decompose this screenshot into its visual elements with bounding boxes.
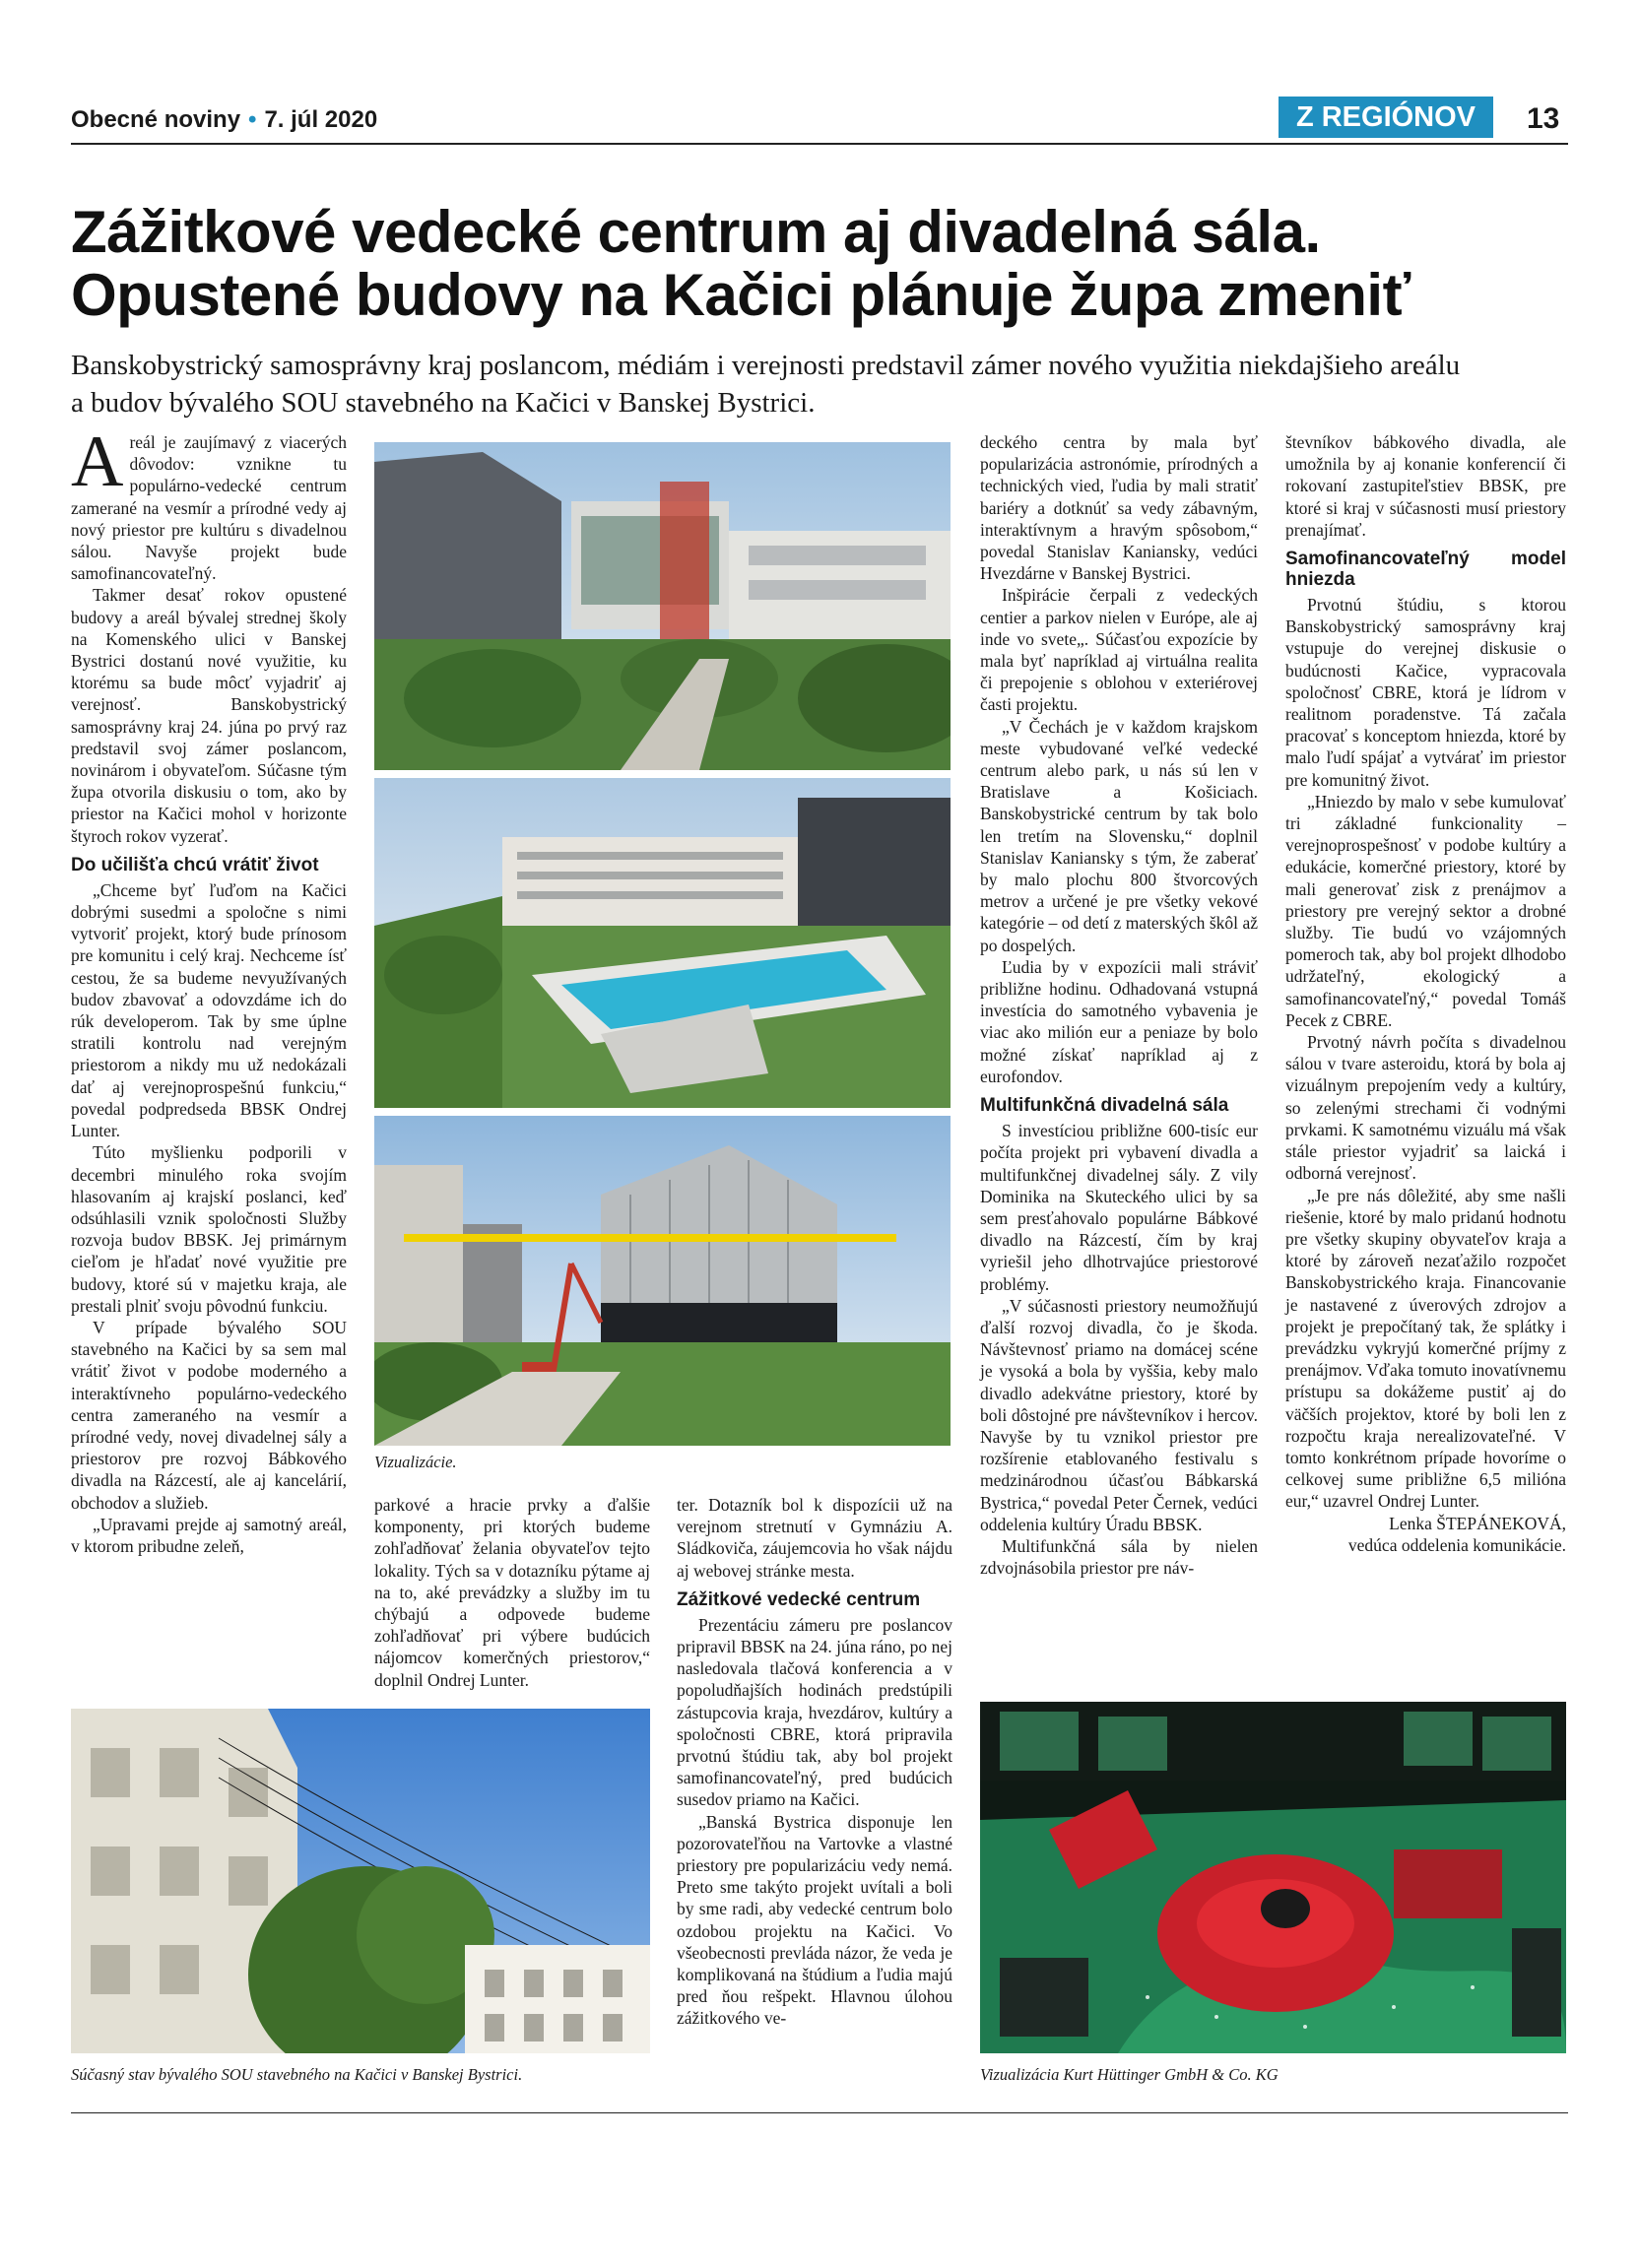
- paragraph: S investíciou približne 600-tisíc eur počíta projekt pri vybavení divadla a multifunkčnej divadelnej sály. Z vily Dominika na Skuteckého ulici by sa sem presťahovalo populárne Bábkové divadlo na Rázcestí, čím by kraj vyriešil jeho dlhotrvajúce priestorové problémy.: [980, 1121, 1258, 1294]
- lead-paragraph: [71, 347, 1568, 421]
- paragraph: števníkov bábkového divadla, ale umožnila by aj konanie konferencií či rokovaní zastupiteľstiev BBSK, pre ktoré si kraj v súčasnosti musí priestory prenajímať.: [1285, 432, 1566, 540]
- interior-visualization-photo: [980, 1702, 1566, 2053]
- publication-name: Obecné noviny: [71, 106, 241, 133]
- subheading: Samofinancovateľný model hniezda: [1285, 549, 1566, 591]
- current-state-caption: Súčasný stav bývalého SOU stavebného na Kačici v Banskej Bystrici.: [71, 2065, 523, 2084]
- subheading: Multifunkčná divadelná sála: [980, 1095, 1229, 1117]
- signature-name: Lenka ŠTEPÁNEKOVÁ,: [1389, 1513, 1566, 1533]
- paragraph: deckého centra by mala byť popularizácia astronómie, prírodných a technických vied, ľudia by mali stratiť bariéry a dotknúť sa vedy zábavným, interaktívnym a hravým spôsobom,“ povedal Stanislav Kaniansky, vedúci Hvezdárne v Banskej Bystrici.: [980, 432, 1258, 584]
- headline-line-1: Zážitkové vedecké centrum aj divadelná sála.: [71, 199, 1321, 265]
- column-1: [71, 421, 347, 1557]
- paragraph: Prvotnú štúdiu, s ktorou Banskobystrický samosprávny kraj vstupuje do verejnej diskusie o budúcnosti Kačice, vypracovala spoločnosť CBRE, ktorá je lídrom v realitnom poradenstve. Tá začala pracovať s konceptom hniezda, ktoré by malo ľudí spájať a vytvárať im priestor pre komunitný život.: [1285, 595, 1566, 790]
- paragraph: „Hniezdo by malo v sebe kumulovať tri základné funkcionality – verejnoprospešnosť v podobe kultúry a edukácie, komerčné priestory, ktoré by mali generovať zisk z prenájmov a priestory pre verejný sektor a drobné služby. Tie budú vo vzájomných pomeroch tak, aby bol projekt dlhodobo udržateľný, ekologický a samofinancovateľný,“ povedal Tomáš Pecek z CBRE.: [1285, 791, 1566, 1030]
- paragraph: Inšpirácie čerpali z vedeckých centier a parkov nielen v Európe, ale aj inde vo svete„. Súčasťou expozície by mala byť napríklad aj virtuálna realita či prepojenie s oblohou v exteriérovej časti projektu.: [980, 585, 1258, 715]
- page-number: 13: [1527, 102, 1560, 135]
- visualizations-caption: Vizualizácie.: [374, 1453, 457, 1471]
- column-3: [677, 1494, 952, 2030]
- footer-rule: [71, 2112, 1568, 2113]
- section-tag: Z REGIÓNOV: [1279, 97, 1493, 138]
- paragraph: „V Čechách je v každom krajskom meste vybudované veľké vedecké centrum alebo park, u nás sú len v Bratislave a Košiciach. Banskobystrické centrum by tak bolo len tretím na Slovensku,“ doplnil Stanislav Kaniansky s tým, že zaberať by malo plochu 800 štvorcových metrov a určené je pre všetky vekové kategórie – od detí z materských škôl až po dospelých.: [980, 716, 1258, 955]
- lead-line-1: Banskobystrický samosprávny kraj poslancom, médiám i verejnosti predstavil zámer nového využitia niekdajšieho areálu: [71, 350, 1461, 381]
- separator-dot: •: [248, 106, 257, 133]
- lead-line-2: a budov bývalého SOU stavebného na Kačici v Banskej Bystrici.: [71, 387, 816, 419]
- headline-line-2: Opustené budovy na Kačici plánuje župa zmeniť: [71, 262, 1410, 328]
- interior-caption: Vizualizácia Kurt Hüttinger GmbH & Co. KG: [980, 2065, 1279, 2084]
- visualization-image-3: [374, 1116, 951, 1446]
- headline: [71, 201, 1568, 327]
- subheading: Do učilišťa chcú vrátiť život: [71, 854, 319, 875]
- paragraph: [71, 421, 347, 584]
- paragraph: „Banská Bystrica disponuje len pozorovateľňou na Vartovke a vlastné priestory pre popularizáciu vedy nemá. Preto sme takýto projekt uvítali a boli by sme radi, aby vedecké centrum bolo ozdobou projektu na Kačici. Vo všeobecnosti prevláda názor, že veda je komplikovaná na štúdium a ľudia majú pred ňou rešpekt. Hlavnou úlohou zážitkového ve-: [677, 1811, 952, 2029]
- drop-cap: A: [71, 421, 124, 502]
- paragraph: Ľudia by v expozícii mali stráviť približne hodinu. Odhadovaná vstupná investícia do samotného vybavenia je viac ako milión eur a peniaze by bolo možné získať napríklad aj z eurofondov.: [980, 956, 1258, 1086]
- paragraph: Takmer desať rokov opustené budovy a areál bývalej strednej školy na Komenského ulici v Banskej Bystrici dostanú nové využitie, ku ktorému sa bude môcť vyjadriť aj verejnosť. Banskobystrický samosprávny kraj 24. júna po prvý raz predstavil svoj zámer poslancom, novinárom i obyvateľom. Súčasne tým župa otvorila diskusiu o tom, ako by priestor na Kačici mohol v horizonte štyroch rokov vyzerať.: [71, 585, 347, 846]
- paragraph: V prípade bývalého SOU stavebného na Kačici by sa sem mal vrátiť život v podobe moderného a interaktívneho populárno-vedeckého centra zameraného na vesmír a prírodné vedy, novej divadelnej sály a priestorov pre rozvoj Bábkového divadla na Rázcestí, ale aj kancelárií, obchodov a služieb.: [71, 1317, 347, 1513]
- current-state-photo: [71, 1709, 650, 2053]
- paragraph: parkové a hracie prvky a ďalšie komponenty, pri ktorých budeme zohľadňovať želania obyvateľov tejto lokality. Tých sa v dotazníku pýtame aj na to, aké prevádzky a služby im tu chýbajú a odpovede budeme zohľadňovať pri výbere budúcich nájomcov komerčných priestorov,“ doplnil Ondrej Lunter.: [374, 1495, 650, 1690]
- header-rule: [71, 143, 1568, 145]
- paragraph: „Je pre nás dôležité, aby sme našli riešenie, ktoré by malo pridanú hodnotu pre všetky skupiny obyvateľov kraja a ktoré by zároveň nezaťažilo rozpočet Banskobystrického kraja. Financovanie je nastavené z úverových zdrojov a projekt je prepočítaný tak, že splátky i prevádzku vykryjú komerčné príjmy z prenájmov. Vďaka tomuto inovatívnemu prístupu sa dokážeme pustiť aj do väčších projektov, ktoré by boli len z rozpočtu kraja nerealizovateľné. V tomto konkrétnom prípade hovoríme o celkovej sume približne 6,5 milióna eur,“ uzavrel Ondrej Lunter.: [1285, 1185, 1566, 1512]
- paragraph: Prezentáciu zámeru pre poslancov pripravil BBSK na 24. júna ráno, po nej nasledovala tlačová konferencia a v popoludňajších hodinách predstúpili zástupcovia kraja, hvezdárov, kultúry a spoločnosti CBRE, ktorá pripravila prvotnú štúdiu tak, aby bol projekt samofinancovateľný, pred budúcich susedov priamo na Kačici.: [677, 1614, 952, 1810]
- signature-role: vedúca oddelenia komunikácie.: [1347, 1534, 1566, 1555]
- paragraph: ter. Dotazník bol k dispozícii už na verejnom stretnutí v Gymnáziu A. Sládkoviča, záujemcovia ho však nájdu aj webovej stránke mesta.: [677, 1495, 952, 1581]
- paragraph: „Chceme byť ľuďom na Kačici dobrými susedmi a spoločne s nimi vytvoriť projekt, ktorý bude prínosom pre komunitu i celý kraj. Nechceme ísť cestou, že sa budeme nevyužívaných budov zbavovať a odovzdáme ich do rúk developerom. Tak by sme úplne stratili kontrolu nad verejným priestorom a nikdy mu už nedokázali dať aj verejnoprospešnú funkciu,“ povedal podpredseda BBSK Ondrej Lunter.: [71, 879, 347, 1141]
- visualization-image-2: [374, 778, 951, 1108]
- issue-date: 7. júl 2020: [264, 106, 378, 133]
- paragraph: „V súčasnosti priestory neumožňujú ďalší rozvoj divadla, čo je škoda. Návštevnosť priamo na domácej scéne je vysoká a bola by vyššia, keby malo divadlo adekvátne priestory, ktoré by boli dôstojné pre návštevníkov i hercov. Navyše by tu vznikol priestor pre rozšírenie etablovaného festivalu s medzinárodnou účasťou Bábkarská Bystrica,“ povedal Peter Černek, vedúci oddelenia kultúry Úradu BBSK.: [980, 1295, 1258, 1534]
- column-2: [374, 1494, 650, 1691]
- paragraph: Multifunkčná sála by nielen zdvojnásobila priestor pre náv-: [980, 1535, 1258, 1579]
- paragraph-text: reál je zaujímavý z viacerých dôvodov: vznikne tu populárno-vedecké centrum zamerané na vesmír a prírodné vedy aj nový priestor pre kultúru s divadelnou sálou. Navyše projekt bude samofinancovateľný.: [71, 432, 347, 584]
- paragraph: Túto myšlienku podporili v decembri minulého roka svojím hlasovaním aj krajskí poslanci, keď odsúhlasili vznik spoločnosti Služby rozvoja budov BBSK. Jej primárnym cieľom je hľadať nové využitie pre budovy, ktoré sú v majetku kraja, ale prestali plniť svoju pôvodnú funkciu.: [71, 1142, 347, 1316]
- column-4: [980, 431, 1258, 1579]
- paragraph: Prvotný návrh počíta s divadelnou sálou v tvare asteroidu, ktorá by bola aj vizuálnym prepojením vedy a kultúry, so zelenými strechami či vodnými prvkami. K samotnému vizuálu má však stále priestor vyjadriť sa laická i odborná verejnosť.: [1285, 1032, 1566, 1184]
- column-5: [1285, 431, 1566, 1556]
- masthead: [71, 106, 377, 134]
- subheading: Zážitkové vedecké centrum: [677, 1588, 921, 1610]
- visualization-image-1: [374, 442, 951, 770]
- paragraph: „Upravami prejde aj samotný areál, v ktorom pribudne zeleň,: [71, 1514, 347, 1556]
